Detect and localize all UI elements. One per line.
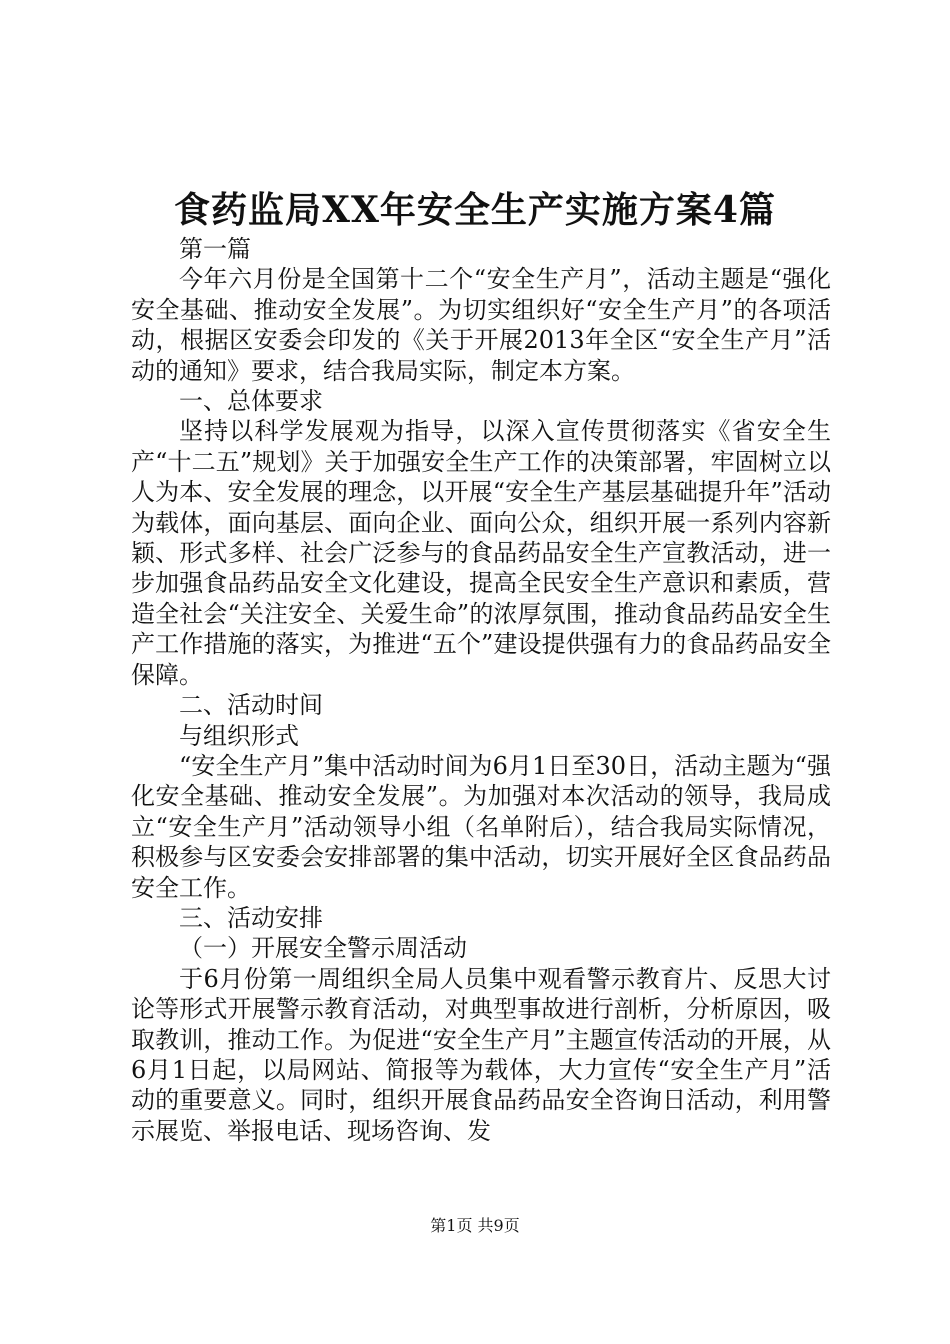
section-heading-activity-arrangement: 三、活动安排	[179, 903, 323, 932]
subsection-heading-warning-week: （一）开展安全警示周活动	[179, 934, 467, 963]
activity-time-paragraph: “安全生产月”集中活动时间为6月1日至30日，活动主题为“强化安全基础、推动安全发展”。为加强对本次活动的领导，我局成立“安全生产月”活动领导小组（名单附后），结合我局实际情况，积极参与区安委会安排部署的集中活动，切实开展好全区食品药品安全工作。	[131, 751, 831, 902]
intro-paragraph: 今年六月份是全国第十二个“安全生产月”，活动主题是“强化安全基础、推动安全发展”。为切实组织好“安全生产月”的各项活动，根据区安委会印发的《关于开展2013年全区“安全生产月”活动的通知》要求，结合我局实际，制定本方案。	[131, 265, 831, 385]
warning-week-paragraph: 于6月份第一周组织全局人员集中观看警示教育片、反思大讨论等形式开展警示教育活动，对典型事故进行剖析，分析原因，吸取教训，推动工作。为促进“安全生产月”主题宣传活动的开展，从6月1日起，以局网站、简报等为载体，大力宣传“安全生产月”活动的重要意义。同时，组织开展食品药品安全咨询日活动，利用警示展览、举报电话、现场咨询、发	[131, 964, 831, 1145]
section-heading-part-one: 第一篇	[179, 235, 251, 263]
section-heading-organization-form: 与组织形式	[179, 721, 299, 750]
section-heading-activity-time: 二、活动时间	[179, 691, 323, 720]
section-heading-general-requirements: 一、总体要求	[179, 387, 323, 416]
page-number-footer: 第1页 共9页	[430, 1216, 520, 1235]
document-body	[131, 234, 831, 1146]
document-title: 食药监局XX年安全生产实施方案4篇	[174, 189, 776, 231]
general-requirements-paragraph: 坚持以科学发展观为指导，以深入宣传贯彻落实《省安全生产“十二五”规划》关于加强安全生产工作的决策部署，牢固树立以人为本、安全发展的理念，以开展“安全生产基层基础提升年”活动为载体，面向基层、面向企业、面向公众，组织开展一系列内容新颖、形式多样、社会广泛参与的食品药品安全生产宣教活动，进一步加强食品药品安全文化建设，提高全民安全生产意识和素质，营造全社会“关注安全、关爱生命”的浓厚氛围，推动食品药品安全生产工作措施的落实，为推进“五个”建设提供强有力的食品药品安全保障。	[131, 417, 831, 689]
